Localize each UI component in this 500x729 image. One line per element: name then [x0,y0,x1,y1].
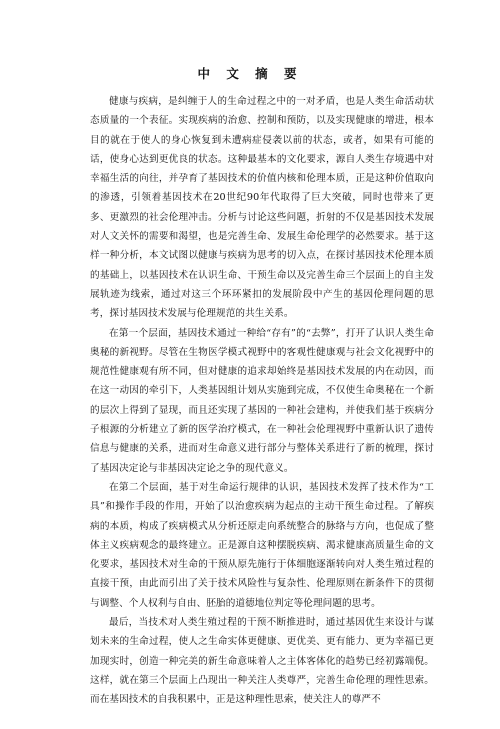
paragraph-3: 在第二个层面，基于对生命运行规律的认识，基因技术发挥了技术作为“工具”和操作手段的作用，开始了以治愈疾病为起点的主动干预生命过程。了解疾病的本质，构成了疾病模式从分析还原走向系统整合的脉络与方向，也促成了整体主义疾病观念的最终建立。正是源自这种摆脱疾病、渴求健康高质量生命的文化要求，基因技术对生命的干预从原先施行于体细胞逐渐转向对人类生殖过程的直接干预，由此而引出了关于技术风险性与复杂性、伦理原则在新条件下的贯彻与调整、个人权利与自由、胚胎的道德地位判定等伦理问题的思考。 [90,481,434,609]
paragraph-1: 健康与疾病，是纠缠于人的生命过程之中的一对矛盾，也是人类生命活动状态质量的一个表征。实现疾病的治愈、控制和预防，以及实现健康的增进，根本目的就在于使人的身心恢复到未遭病症侵袭以前的状态，或者，如果有可能的话，使身心达到更优良的状态。这种最基本的文化要求，源自人类生存境遇中对幸福生活的向往，并孕育了基因技术的价值内核和伦理本质，正是这种价值取向的渗透，引领着基因技术在20世纪90年代取得了巨大突破，同时也带来了更多、更激烈的社会伦理冲击。分析与讨论这些问题，折射的不仅是基因技术发展对人文关怀的需要和渴望，也是完善生命、发展生命伦理学的必然要求。基于这样一种分析，本文试图以健康与疾病为思考的切入点，在探讨基因技术伦理本质的基础上，以基因技术在认识生命、干预生命以及完善生命三个层面上的自主发展轨迹为线索，通过对这三个环环紧扣的发展阶段中产生的基因伦理问题的思考，探讨基因技术发展与伦理规范的共生关系。 [90,96,434,320]
abstract-title: 中 文 摘 要 [197,66,303,81]
paragraph-2: 在第一个层面，基因技术通过一种给“存有”的“去弊”，打开了认识人类生命奥秘的新视野。尽管在生物医学模式视野中的客观性健康观与社会文化视野中的规范性健康观有所不同，但对健康的追求却始终是基因技术发展的内在动因，而在这一动因的牵引下，人类基因组计划从实施到完成，不仅使生命奥秘在一个新的层次上得到了显现，而且还实现了基因的一种社会建构，并使我们基于疾病分子根源的分析建立了新的医学治疗模式，在一种社会伦理视野中重新认识了遗传信息与健康的关系，进而对生命意义进行部分与整体关系进行了新的梳理，探讨了基因决定论与非基因决定论之争的现代意义。 [90,327,434,474]
abstract-body [90,92,434,710]
paragraph-4: 最后，当技术对人类生殖过程的干预不断推进时，通过基因优生来设计与谋划未来的生命过程，使人之生命实体更健康、更优美、更有能力、更为幸福已更加现实时，创造一种完美的新生命意味着人之主体客体化的趋势已经初露端倪。这样，就在第三个层面上凸现出一种关注人类尊严，完善生命伦理的理性思索。而在基因技术的自我积累中，正是这种理性思索，使关注人的尊严不 [90,617,434,706]
